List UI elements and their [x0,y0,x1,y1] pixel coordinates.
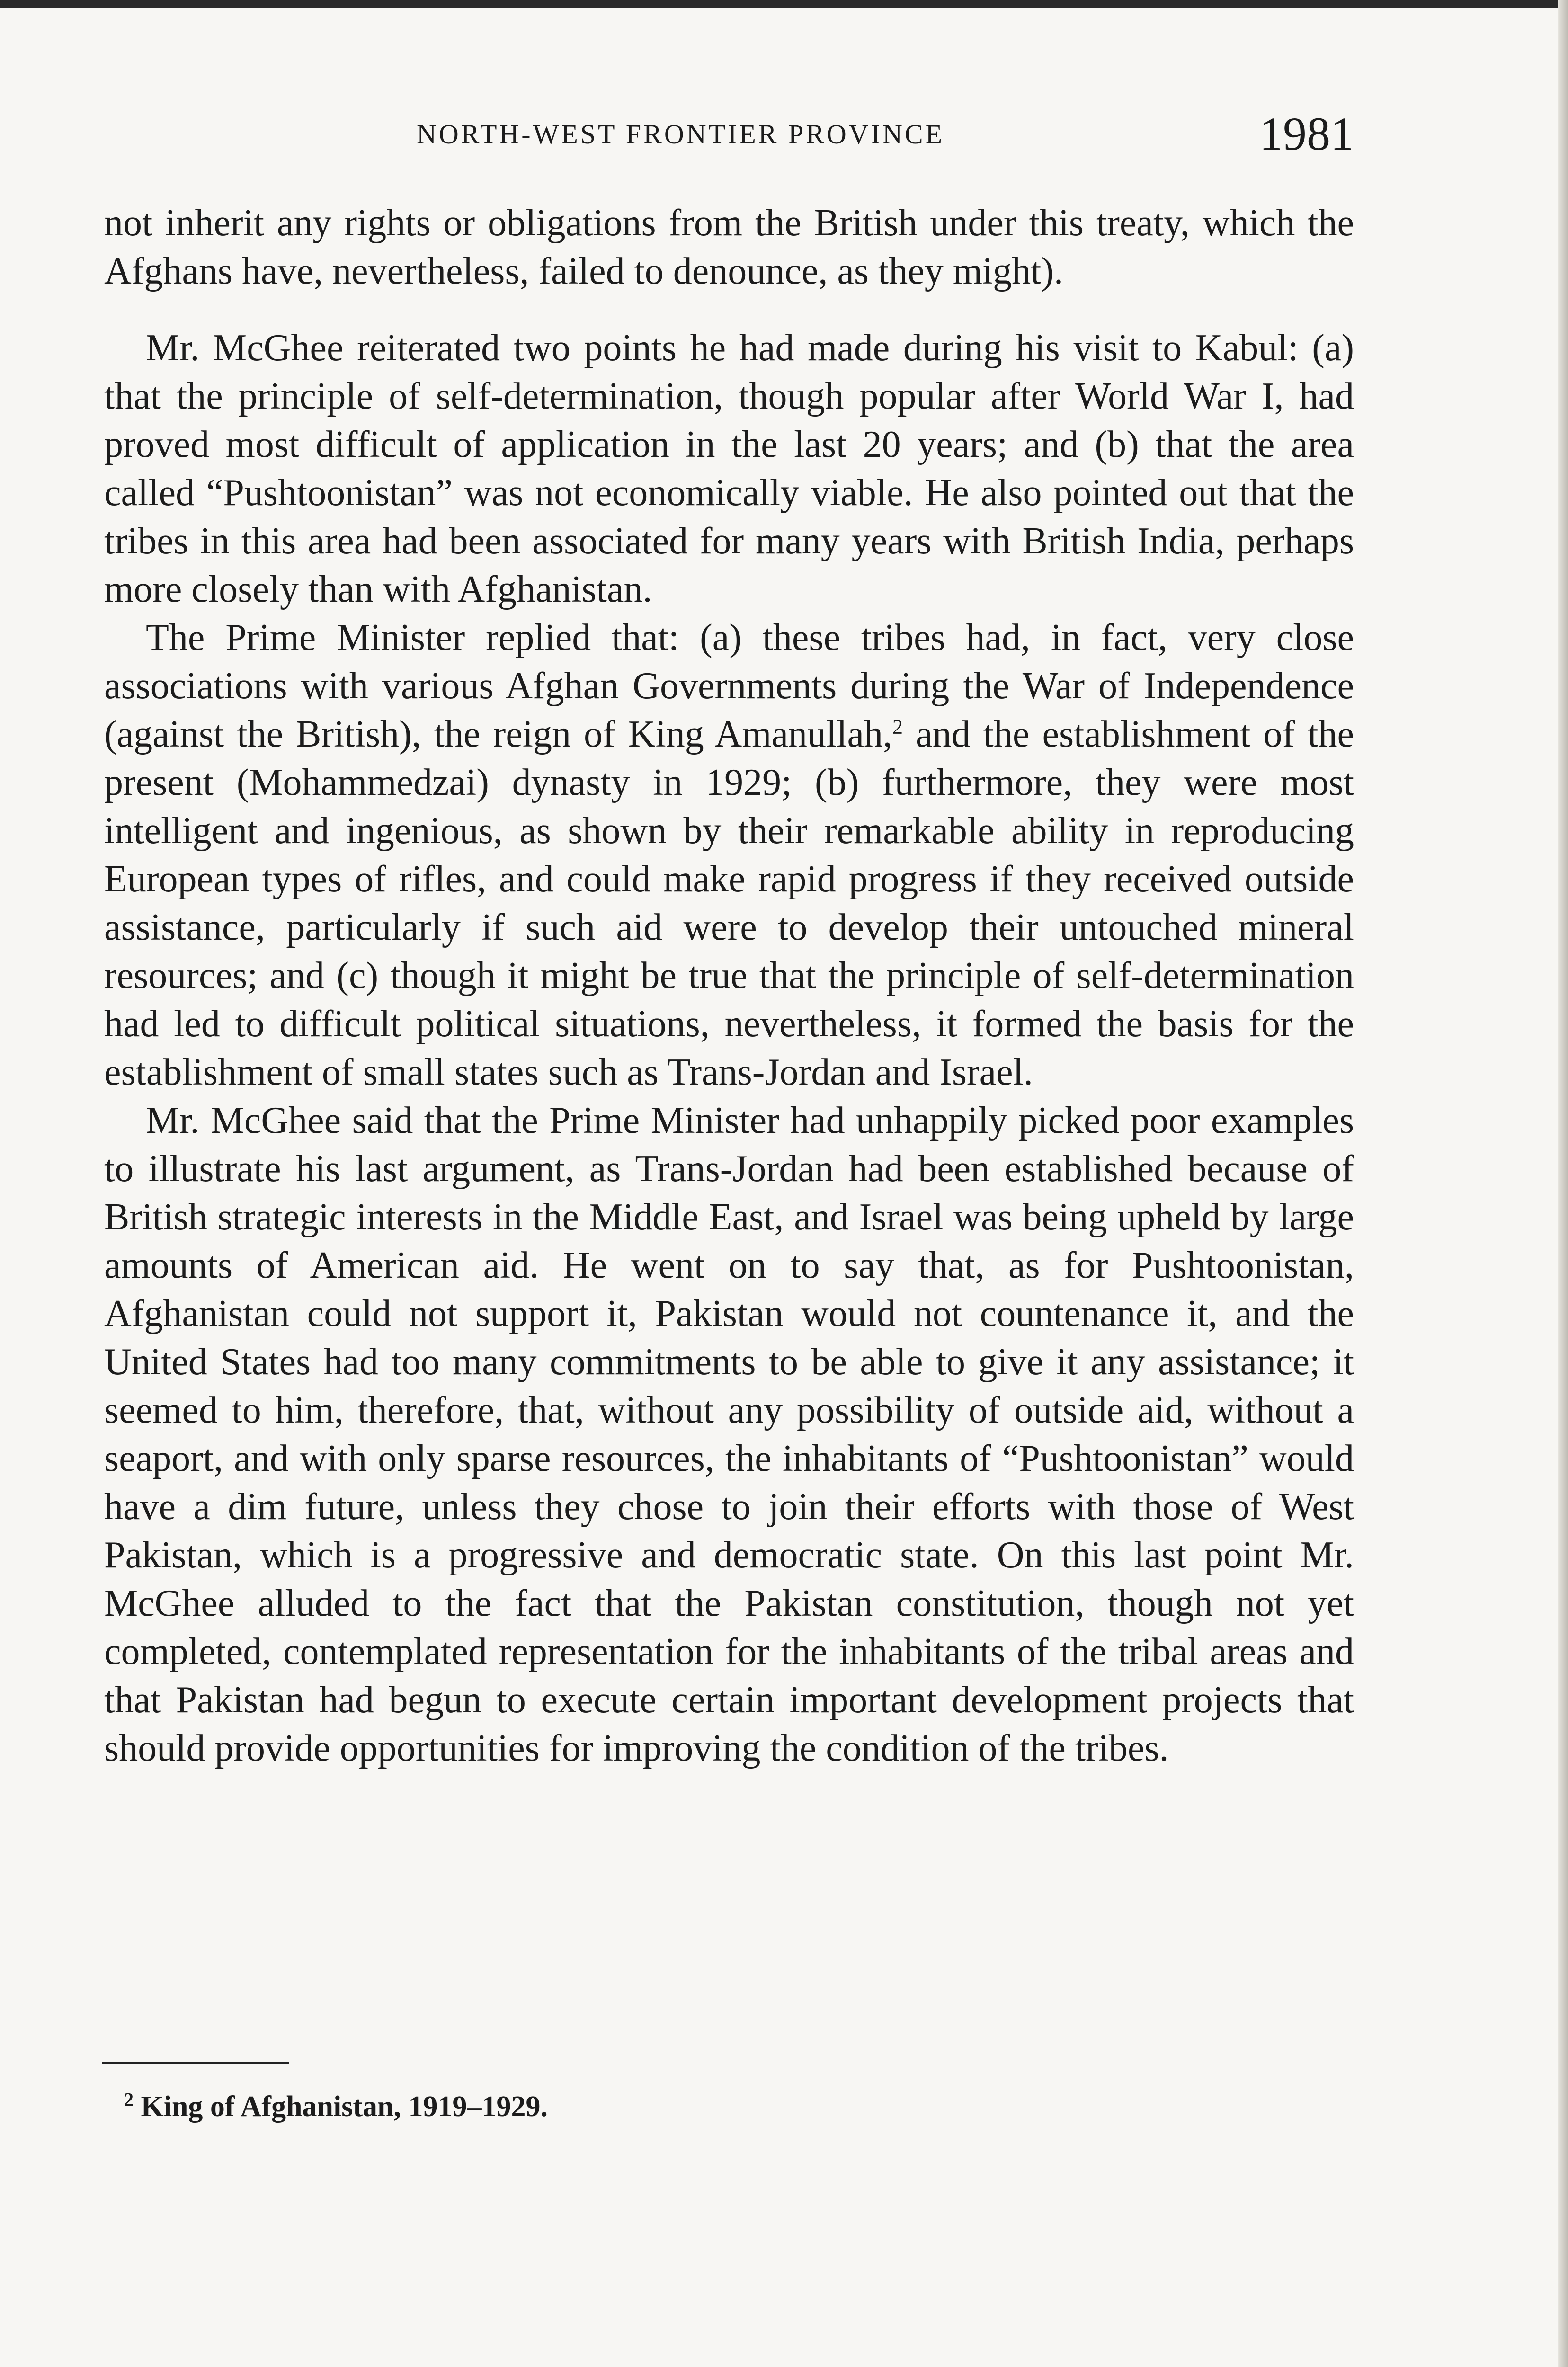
top-edge-rule [0,0,1568,8]
paragraph-mcghee-points: Mr. McGhee reiterated two points he had made during his visit to Kabul: (a) that the principle of self-determination, though popular after World War I, had proved most difficult of application in the last 20 years; and (b) that the area called “Pushtoonistan” was not economically viable. He also pointed out that the tribes in this area had been associated for many years with British India, perhaps more closely than with Afghanistan. [104,327,1354,610]
footnote-text: King of Afghanistan, 1919–1929. [141,2091,548,2123]
page-spine-edge [1558,0,1568,2367]
footnote-reference: 2 [892,715,903,739]
footnote [124,2090,548,2124]
paragraph-prime-minister-reply-part1: The Prime Minister replied that: (a) these tribes had, in fact, very close associations with various Afghan Governments during the War of Independence (against the British), the reign of King Amanullah, [104,617,1354,755]
paragraph-prime-minister-reply [104,614,1354,1096]
paragraph-prime-minister-reply-part2: and the establishment of the present (Mohammedzai) dynasty in 1929; (b) furthermore, they were most intelligent and ingenious, as shown by their remarkable ability in reproducing European types of rifles, and could make rapid progress if they received outside assistance, particularly if such aid were to develop their untouched mineral resources; and (c) though it might be true that the principle of self-determination had led to difficult political situations, nevertheless, it formed the basis for the establishment of small states such as Trans-Jordan and Israel. [104,713,1354,1093]
page-number: 1981 [1259,107,1354,160]
paragraph-mcghee-response: Mr. McGhee said that the Prime Minister had unhappily picked poor examples to illustrate his last argument, as Trans-Jordan had been established because of British strategic interests in the Middle East, and Israel was being upheld by large amounts of American aid. He went on to say that, as for Pushtoonistan, Afghanistan could not support it, Pakistan would not countenance it, and the United States had too many commitments to be able to give it any assistance; it seemed to him, therefore, that, without any possibility of outside aid, without a seaport, and with only sparse resources, the inhabitants of “Pushtoonistan” would have a dim future, unless they chose to join their efforts with those of West Pakistan, which is a progressive and democratic state. On this last point Mr. McGhee alluded to the fact that the Pakistan constitution, though not yet completed, contemplated representation for the inhabitants of the tribal areas and that Pakistan had begun to execute certain important development projects that should provide opportunities for improving the condition of the tribes. [104,1100,1354,1769]
footnote-marker: 2 [124,2089,134,2110]
running-head: NORTH-WEST FRONTIER PROVINCE [417,119,945,150]
body-text [104,199,1354,1772]
footnote-rule [102,2062,289,2064]
paragraph-continuation: not inherit any rights or obligations from the British under this treaty, which the Afghans have, nevertheless, failed to denounce, as they might). [104,202,1354,292]
